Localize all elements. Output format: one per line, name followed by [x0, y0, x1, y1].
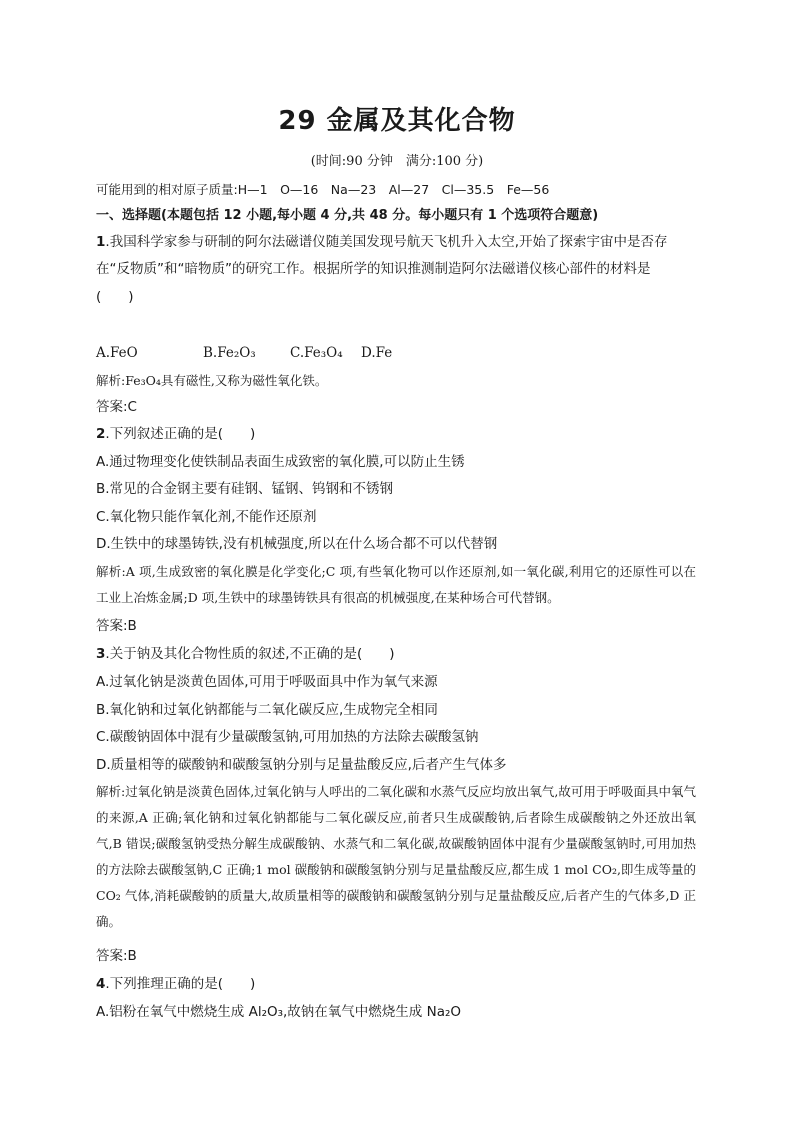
question-1-explanation [96, 371, 706, 390]
option-d: D.Fe [361, 345, 393, 361]
question-3-stem [96, 645, 706, 664]
option-a: A.过氧化钠是淡黄色固体,可用于呼吸面具中作为氧气来源 [96, 674, 438, 690]
section-heading: 一、选择题(本题包括 12 小题,每小题 4 分,共 48 分。每小题只有 1 个选项符合题意) [96, 208, 599, 223]
option-b: B.氧化钠和过氧化钠都能与二氧化碳反应,生成物完全相同 [96, 702, 438, 718]
exam-time-score: (时间:90 分钟 满分:100 分) [310, 154, 484, 169]
question-number: 2 [96, 426, 106, 442]
explanation-label: 解析 [96, 373, 122, 388]
explanation-label: 解析 [96, 564, 122, 579]
question-text: .下列叙述正确的是( ) [105, 426, 256, 442]
option-a: A.通过物理变化使铁制品表面生成致密的氧化膜,可以防止生锈 [96, 454, 465, 470]
option-b: B.常见的合金钢主要有硅钢、锰钢、钨钢和不锈钢 [96, 481, 394, 497]
option-c: C.氧化物只能作氧化剂,不能作还原剂 [96, 509, 317, 525]
explanation-label: 解析 [96, 784, 122, 799]
question-2-explanation [96, 559, 696, 611]
page-title: 29 金属及其化合物 [278, 106, 516, 136]
question-1-line-2: 在“反物质”和“暗物质”的研究工作。根据所学的知识推测制造阿尔法磁谱仪核心部件的材料是 [96, 261, 651, 277]
answer-bracket: ( ) [96, 289, 134, 305]
question-2-stem [96, 425, 706, 444]
question-number: 1 [96, 234, 106, 250]
option-a: A.FeO [96, 345, 138, 361]
option-d: D.质量相等的碳酸钠和碳酸氢钠分别与足量盐酸反应,后者产生气体多 [96, 757, 507, 773]
question-4-stem [96, 975, 706, 994]
option-a: A.铝粉在氧气中燃烧生成 Al₂O₃,故钠在氧气中燃烧生成 Na₂O [96, 1004, 462, 1020]
question-text: .下列推理正确的是( ) [105, 976, 256, 992]
explanation-text: :过氧化钠是淡黄色固体,过氧化钠与人呼出的二氧化碳和水蒸气反应均放出氧气,故可用于呼吸面具中氧气的来源,A 正确;氧化钠和过氧化钠都能与二氧化碳反应,前者只生成碳酸钠,后者除生成碳酸钠之外还放出氧气,B 错误;碳酸氢钠受热分解生成碳酸钠、水蒸气和二氧化碳,故碳酸钠固体中混有少量碳酸氢钠时,可用加热的方法除去碳酸氢钠,C 正确;1 mol 碳酸钠和碳酸氢钠分别与足量盐酸反应,都生成 1 mol CO₂,即生成等量的 CO₂ 气体,消耗碳酸钠的质量大,故质量相等的碳酸钠和碳酸氢钠分别与足量盐酸反应,后者产生的气体多,D 正确。 [96, 784, 696, 929]
question-2-answer: 答案:B [96, 618, 137, 634]
question-1-line-1 [96, 233, 706, 252]
question-text: .我国科学家参与研制的阿尔法磁谱仪随美国发现号航天飞机升入太空,开始了探索宇宙中是否存 [105, 234, 668, 250]
option-d: D.生铁中的球墨铸铁,没有机械强度,所以在什么场合都不可以代替钢 [96, 536, 498, 552]
option-b: B.Fe₂O₃ [203, 345, 256, 361]
question-3-explanation [96, 779, 696, 935]
option-c: C.碳酸钠固体中混有少量碳酸氢钠,可用加热的方法除去碳酸氢钠 [96, 729, 479, 745]
option-c: C.Fe₃O₄ [290, 345, 343, 361]
atomic-masses: 可能用到的相对原子质量:H—1 O—16 Na—23 Al—27 Cl—35.5 Fe—56 [96, 182, 550, 197]
question-number: 4 [96, 976, 106, 992]
question-number: 3 [96, 646, 106, 662]
question-3-answer: 答案:B [96, 948, 137, 964]
question-text: .关于钠及其化合物性质的叙述,不正确的是( ) [105, 646, 395, 662]
explanation-text: :Fe₃O₄具有磁性,又称为磁性氧化铁。 [121, 373, 328, 388]
explanation-text: :A 项,生成致密的氧化膜是化学变化;C 项,有些氧化物可以作还原剂,如一氧化碳,利用它的还原性可以在工业上冶炼金属;D 项,生铁中的球墨铸铁具有很高的机械强度,在某种场合可代替钢。 [96, 564, 696, 605]
question-1-answer: 答案:C [96, 399, 137, 415]
